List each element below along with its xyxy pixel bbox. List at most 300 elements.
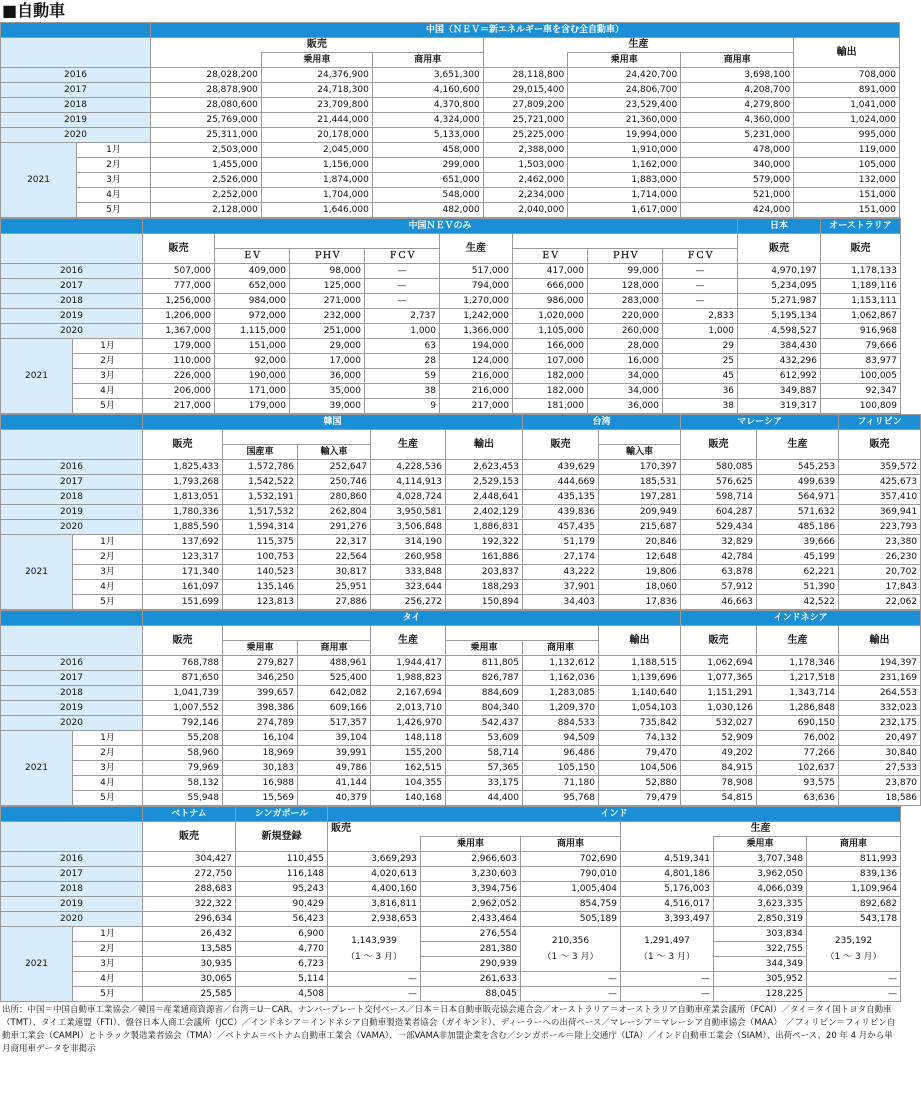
cell-value: 5,234,095 — [738, 279, 821, 294]
row-month-label: 3月 — [73, 957, 143, 972]
cell-value: 151,000 — [215, 339, 290, 354]
col-vietnam-sales: 販売 — [143, 822, 236, 852]
cell-value: 1,780,336 — [143, 505, 223, 520]
cell-value: 3,393,497 — [621, 912, 714, 927]
row-year-label: 2017 — [1, 671, 143, 686]
month-row — [1, 354, 901, 369]
cell-value: 768,788 — [143, 656, 223, 671]
cell-value: 384,430 — [738, 339, 821, 354]
row-year-label: 2019 — [1, 505, 143, 520]
cell-dash: — — [328, 987, 421, 1002]
row-month-label: 4月 — [73, 776, 143, 791]
cell-value: 182,000 — [513, 384, 588, 399]
col-korea-production: 生産 — [371, 430, 446, 460]
cell-value: 1,030,126 — [681, 701, 757, 716]
row-year-label: 2020 — [1, 520, 143, 535]
row-month-label: 5月 — [77, 203, 151, 218]
cell-value: 18,969 — [223, 746, 298, 761]
year-row — [1, 686, 921, 701]
cell-value: 1,617,000 — [568, 203, 681, 218]
row-month-label: 5月 — [73, 595, 143, 610]
cell-value: 425,673 — [839, 475, 921, 490]
cell-value: 2,433,464 — [421, 912, 521, 927]
col-commercial: 商用車 — [372, 53, 483, 68]
cell-dash: — — [621, 987, 714, 1002]
cell-value: 1,153,111 — [821, 294, 901, 309]
cell-value: 93,575 — [757, 776, 839, 791]
cell-value: 612,992 — [738, 369, 821, 384]
cell-value: 1,139,696 — [599, 671, 681, 686]
cell-value: 190,000 — [215, 369, 290, 384]
month-row — [1, 972, 901, 987]
col-thai-commercial: 商用車 — [298, 641, 371, 656]
thai-indonesia-body — [1, 656, 921, 806]
cell-value: 34,000 — [588, 384, 663, 399]
cell-value: 283,000 — [588, 294, 663, 309]
year-row — [1, 68, 900, 83]
cell-value: 83,977 — [821, 354, 901, 369]
cell-value: 256,272 — [371, 595, 446, 610]
month-row — [1, 188, 900, 203]
cell-value: 21,444,000 — [261, 113, 372, 128]
col-nev-sales: 販売 — [143, 234, 215, 264]
cell-value: 29 — [663, 339, 738, 354]
row-month-label: 3月 — [73, 761, 143, 776]
cell-value: 128,225 — [714, 987, 807, 1002]
row-month-label: 5月 — [73, 987, 143, 1002]
cell-value: 21,360,000 — [568, 113, 681, 128]
row-month-label: 2月 — [73, 354, 143, 369]
row-month-label: 1月 — [73, 927, 143, 942]
cell-value: 1,162,000 — [568, 158, 681, 173]
cell-value: 651,000 — [372, 173, 483, 188]
row-year-label: 2020 — [1, 128, 151, 143]
cell-value: 1,532,191 — [223, 490, 298, 505]
row-year-label: 2018 — [1, 686, 143, 701]
cell-value: 155,200 — [371, 746, 446, 761]
cell-value: 33,175 — [446, 776, 523, 791]
thai-indonesia-table — [0, 610, 921, 806]
row-year-label: 2017 — [1, 475, 143, 490]
cell-value: 826,787 — [446, 671, 523, 686]
cell-value: 119,000 — [794, 143, 900, 158]
cell-value: 42,522 — [757, 595, 839, 610]
cell-value: 22,564 — [298, 550, 371, 565]
cell-value: 288,683 — [143, 882, 236, 897]
cell-value: 3,669,293 — [328, 852, 421, 867]
cell-value: 25,311,000 — [150, 128, 261, 143]
cell-value: 16,000 — [588, 354, 663, 369]
cell-value: 1,270,000 — [440, 294, 513, 309]
cell-value: 304,427 — [143, 852, 236, 867]
cell-value: 3,394,756 — [421, 882, 521, 897]
cell-value: 2,503,000 — [150, 143, 261, 158]
cell-value: 871,650 — [143, 671, 223, 686]
indonesia-group-header: インドネシア — [681, 611, 921, 626]
row-year-label: 2016 — [1, 656, 143, 671]
cell-value: 2,448,641 — [446, 490, 523, 505]
cell-value: 20,846 — [599, 535, 681, 550]
col-korea-sales: 販売 — [143, 430, 223, 460]
cell-value: 3,707,348 — [714, 852, 807, 867]
cell-value: 529,434 — [681, 520, 757, 535]
month-row — [1, 942, 901, 957]
cell-value: 571,632 — [757, 505, 839, 520]
col-thai-production: 生産 — [371, 626, 446, 656]
cell-value: 28,028,200 — [150, 68, 261, 83]
row-2021-label: 2021 — [1, 339, 73, 414]
cell-value: 135,146 — [223, 580, 298, 595]
cell-value: 231,169 — [839, 671, 921, 686]
cell-value: 161,886 — [446, 550, 523, 565]
cell-value: 27,886 — [298, 595, 371, 610]
cell-value: 148,118 — [371, 731, 446, 746]
cell-value: 79,666 — [821, 339, 901, 354]
cell-value: 1,813,051 — [143, 490, 223, 505]
china-all-vehicles-table — [0, 22, 900, 218]
cell-value: 20,497 — [839, 731, 921, 746]
cell-value: 20,178,000 — [261, 128, 372, 143]
cell-value: 291,276 — [298, 520, 371, 535]
cell-value: 197,281 — [599, 490, 681, 505]
india-commercial-q1: 210,356 （1 ～ 3 月） — [521, 927, 621, 972]
row-year-label: 2017 — [1, 867, 143, 882]
cell-value: 223,793 — [839, 520, 921, 535]
cell-value: 1,007,552 — [143, 701, 223, 716]
cell-value: 23,709,800 — [261, 98, 372, 113]
cell-value: 46,663 — [681, 595, 757, 610]
cell-value: 22,062 — [839, 595, 921, 610]
cell-value: 399,657 — [223, 686, 298, 701]
cell-value: 3,816,811 — [328, 897, 421, 912]
cell-value: 58,960 — [143, 746, 223, 761]
cell-value: 71,180 — [523, 776, 599, 791]
year-row — [1, 701, 921, 716]
cell-value: 84,915 — [681, 761, 757, 776]
year-row — [1, 128, 900, 143]
cell-value: — — [663, 279, 738, 294]
cell-value: 29,000 — [290, 339, 365, 354]
cell-value: 1,426,970 — [371, 716, 446, 731]
cell-value: 104,506 — [599, 761, 681, 776]
cell-value: 151,699 — [143, 595, 223, 610]
cell-value: 1,189,116 — [821, 279, 901, 294]
cell-value: 76,002 — [757, 731, 839, 746]
cell-value: 3,651,300 — [372, 68, 483, 83]
philippines-group-header: フィリピン — [839, 415, 921, 430]
australia-group-header: オーストラリア — [821, 219, 901, 234]
row-2021-label: 2021 — [1, 731, 73, 806]
cell-value: 55,208 — [143, 731, 223, 746]
col-thai-sales: 販売 — [143, 626, 223, 656]
cell-value: 39,000 — [290, 399, 365, 414]
cell-value: 548,000 — [372, 188, 483, 203]
cell-value: 666,000 — [513, 279, 588, 294]
row-year-label: 2016 — [1, 460, 143, 475]
year-row — [1, 867, 901, 882]
row-month-label: 1月 — [73, 535, 143, 550]
year-row — [1, 460, 921, 475]
col-india-passenger: 乗用車 — [421, 837, 521, 852]
cell-value: 57,365 — [446, 761, 523, 776]
cell-value: 220,000 — [588, 309, 663, 324]
cell-value: 4,324,000 — [372, 113, 483, 128]
row-year-label: 2019 — [1, 897, 143, 912]
cell-value: 435,135 — [523, 490, 599, 505]
cell-value: 96,486 — [523, 746, 599, 761]
cell-value: 45 — [663, 369, 738, 384]
cell-value: 40,379 — [298, 791, 371, 806]
cell-value: 811,993 — [807, 852, 901, 867]
col-india-passenger-prod: 乗用車 — [714, 837, 807, 852]
cell-value: 2,045,000 — [261, 143, 372, 158]
cell-value: 439,629 — [523, 460, 599, 475]
year-row — [1, 309, 901, 324]
cell-value: 150,894 — [446, 595, 523, 610]
cell-value: 128,000 — [588, 279, 663, 294]
col-indonesia-sales: 販売 — [681, 626, 757, 656]
cell-value: 100,005 — [821, 369, 901, 384]
cell-dash: — — [621, 972, 714, 987]
cell-value: 1,343,714 — [757, 686, 839, 701]
row-month-label: 2月 — [77, 158, 151, 173]
cell-value: 53,609 — [446, 731, 523, 746]
cell-value: 1,517,532 — [223, 505, 298, 520]
cell-value: — — [663, 264, 738, 279]
cell-value: 39,104 — [298, 731, 371, 746]
cell-value: 28,080,600 — [150, 98, 261, 113]
cell-value: 279,827 — [223, 656, 298, 671]
cell-value: 24,718,300 — [261, 83, 372, 98]
cell-value: 107,000 — [513, 354, 588, 369]
row-month-label: 1月 — [73, 731, 143, 746]
row-2021-label: 2021 — [1, 927, 73, 1002]
col-thai-passenger-prod: 乗用車 — [446, 641, 523, 656]
row-year-label: 2019 — [1, 113, 151, 128]
col-india-commercial-prod: 商用車 — [807, 837, 901, 852]
month-row — [1, 957, 901, 972]
cell-value: 27,174 — [523, 550, 599, 565]
row-year-label: 2017 — [1, 83, 151, 98]
cell-dash: — — [807, 987, 901, 1002]
cell-value: 280,860 — [298, 490, 371, 505]
cell-value: 30,817 — [298, 565, 371, 580]
cell-value: 2,850,319 — [714, 912, 807, 927]
cell-value: 1,041,000 — [794, 98, 900, 113]
cell-value: 5,271,987 — [738, 294, 821, 309]
cell-value: 708,000 — [794, 68, 900, 83]
cell-value: 482,000 — [372, 203, 483, 218]
cell-value: 892,682 — [807, 897, 901, 912]
row-month-label: 5月 — [73, 399, 143, 414]
taiwan-group-header: 台湾 — [523, 415, 681, 430]
cell-value: 916,968 — [821, 324, 901, 339]
month-row — [1, 399, 901, 414]
month-row — [1, 746, 921, 761]
year-row — [1, 324, 901, 339]
row-month-label: 1月 — [77, 143, 151, 158]
cell-value: 203,837 — [446, 565, 523, 580]
cell-value: 2,962,052 — [421, 897, 521, 912]
month-row — [1, 339, 901, 354]
cell-value: 1,714,000 — [568, 188, 681, 203]
cell-value: 357,410 — [839, 490, 921, 505]
cell-value: 51,179 — [523, 535, 599, 550]
cell-value: 25,585 — [143, 987, 236, 1002]
col-ev-prod: ＥＶ — [513, 249, 588, 264]
cell-value: 995,000 — [794, 128, 900, 143]
china-nev-body — [1, 264, 901, 414]
cell-value: 296,634 — [143, 912, 236, 927]
cell-value: 1,156,000 — [261, 158, 372, 173]
cell-value: 59 — [365, 369, 440, 384]
cell-value: 314,190 — [371, 535, 446, 550]
cell-value: 260,000 — [588, 324, 663, 339]
cell-value: 4,020,613 — [328, 867, 421, 882]
cell-value: 2,402,129 — [446, 505, 523, 520]
cell-value: 2,388,000 — [483, 143, 568, 158]
cell-value: 854,759 — [521, 897, 621, 912]
cell-value: 115,375 — [223, 535, 298, 550]
year-row — [1, 279, 901, 294]
cell-value: 52,909 — [681, 731, 757, 746]
cell-value: 4,801,186 — [621, 867, 714, 882]
cell-value: 194,397 — [839, 656, 921, 671]
cell-dash: — — [521, 987, 621, 1002]
cell-value: 322,755 — [714, 942, 807, 957]
cell-value: 30,183 — [223, 761, 298, 776]
cell-value: 1,242,000 — [440, 309, 513, 324]
cell-value: 94,509 — [523, 731, 599, 746]
cell-value: 251,000 — [290, 324, 365, 339]
year-row — [1, 897, 901, 912]
cell-value: 1,206,000 — [143, 309, 215, 324]
col-indonesia-production: 生産 — [757, 626, 839, 656]
col-australia-sales: 販売 — [821, 234, 901, 264]
year-row — [1, 83, 900, 98]
cell-value: 505,189 — [521, 912, 621, 927]
cell-value: 4,066,039 — [714, 882, 807, 897]
month-row — [1, 987, 901, 1002]
row-month-label: 4月 — [77, 188, 151, 203]
cell-value: 2,252,000 — [150, 188, 261, 203]
cell-value: 24,806,700 — [568, 83, 681, 98]
cell-value: 274,789 — [223, 716, 298, 731]
cell-value: 4,228,536 — [371, 460, 446, 475]
month-row — [1, 565, 921, 580]
col-thai-commercial-prod: 商用車 — [523, 641, 599, 656]
col-korea-export: 輸出 — [446, 430, 523, 460]
cell-value: 15,569 — [223, 791, 298, 806]
cell-value: 609,166 — [298, 701, 371, 716]
cell-value: 110,000 — [143, 354, 215, 369]
col-domestic: 国産車 — [223, 445, 298, 460]
row-year-label: 2018 — [1, 490, 143, 505]
cell-value: 1,109,964 — [807, 882, 901, 897]
year-row — [1, 113, 900, 128]
cell-value: 28,118,800 — [483, 68, 568, 83]
col-fcv: ＦＣＶ — [365, 249, 440, 264]
cell-value: 216,000 — [440, 384, 513, 399]
cell-value: 517,000 — [440, 264, 513, 279]
cell-value: 110,455 — [236, 852, 328, 867]
cell-value: 43,222 — [523, 565, 599, 580]
china-all-body — [1, 68, 900, 218]
cell-value: 276,554 — [421, 927, 521, 942]
cell-value: 162,515 — [371, 761, 446, 776]
cell-value: 1,054,103 — [599, 701, 681, 716]
cell-value: 2,833 — [663, 309, 738, 324]
korea-group-header: 韓国 — [143, 415, 523, 430]
cell-value: 17,836 — [599, 595, 681, 610]
cell-value: 4,279,800 — [681, 98, 794, 113]
cell-value: 22,317 — [298, 535, 371, 550]
cell-value: 1,256,000 — [143, 294, 215, 309]
cell-value: 79,969 — [143, 761, 223, 776]
vietnam-india-table — [0, 806, 901, 1002]
cell-value: 18,060 — [599, 580, 681, 595]
cell-value: 78,908 — [681, 776, 757, 791]
cell-value: 35,000 — [290, 384, 365, 399]
cell-value: 56,423 — [236, 912, 328, 927]
cell-value: 34,000 — [588, 369, 663, 384]
cell-value: 790,010 — [521, 867, 621, 882]
cell-value: 702,690 — [521, 852, 621, 867]
cell-value: 185,531 — [599, 475, 681, 490]
cell-value: 27,533 — [839, 761, 921, 776]
cell-value: 4,970,197 — [738, 264, 821, 279]
year-row — [1, 716, 921, 731]
col-singapore-registration: 新規登録 — [236, 822, 328, 852]
cell-value: 346,250 — [223, 671, 298, 686]
cell-value: 5,231,000 — [681, 128, 794, 143]
month-row — [1, 550, 921, 565]
cell-value: 95,768 — [523, 791, 599, 806]
cell-value: 340,000 — [681, 158, 794, 173]
cell-value: 105,150 — [523, 761, 599, 776]
cell-value: 188,293 — [446, 580, 523, 595]
cell-value: 1,825,433 — [143, 460, 223, 475]
cell-value: 26,230 — [839, 550, 921, 565]
cell-value: 16,104 — [223, 731, 298, 746]
col-phv: ＰＨＶ — [290, 249, 365, 264]
row-year-label: 2018 — [1, 294, 143, 309]
cell-value: 1,062,867 — [821, 309, 901, 324]
cell-value: 4,508 — [236, 987, 328, 1002]
cell-value: 1,944,417 — [371, 656, 446, 671]
cell-value: 1,883,000 — [568, 173, 681, 188]
cell-value: 2,167,694 — [371, 686, 446, 701]
cell-value: 1,572,786 — [223, 460, 298, 475]
cell-value: 26,432 — [143, 927, 236, 942]
cell-value: 2,013,710 — [371, 701, 446, 716]
cell-value: 4,770 — [236, 942, 328, 957]
year-row — [1, 98, 900, 113]
cell-value: 36 — [663, 384, 738, 399]
cell-value: 305,952 — [714, 972, 807, 987]
cell-value: 5,176,003 — [621, 882, 714, 897]
cell-value: 1,151,291 — [681, 686, 757, 701]
cell-value: 2,526,000 — [150, 173, 261, 188]
cell-value: 439,836 — [523, 505, 599, 520]
cell-value: 49,202 — [681, 746, 757, 761]
cell-value: 1,646,000 — [261, 203, 372, 218]
cell-value: 4,519,341 — [621, 852, 714, 867]
col-thai-export: 輸出 — [599, 626, 681, 656]
cell-value: 1,115,000 — [215, 324, 290, 339]
cell-value: 333,848 — [371, 565, 446, 580]
cell-value: 1,910,000 — [568, 143, 681, 158]
